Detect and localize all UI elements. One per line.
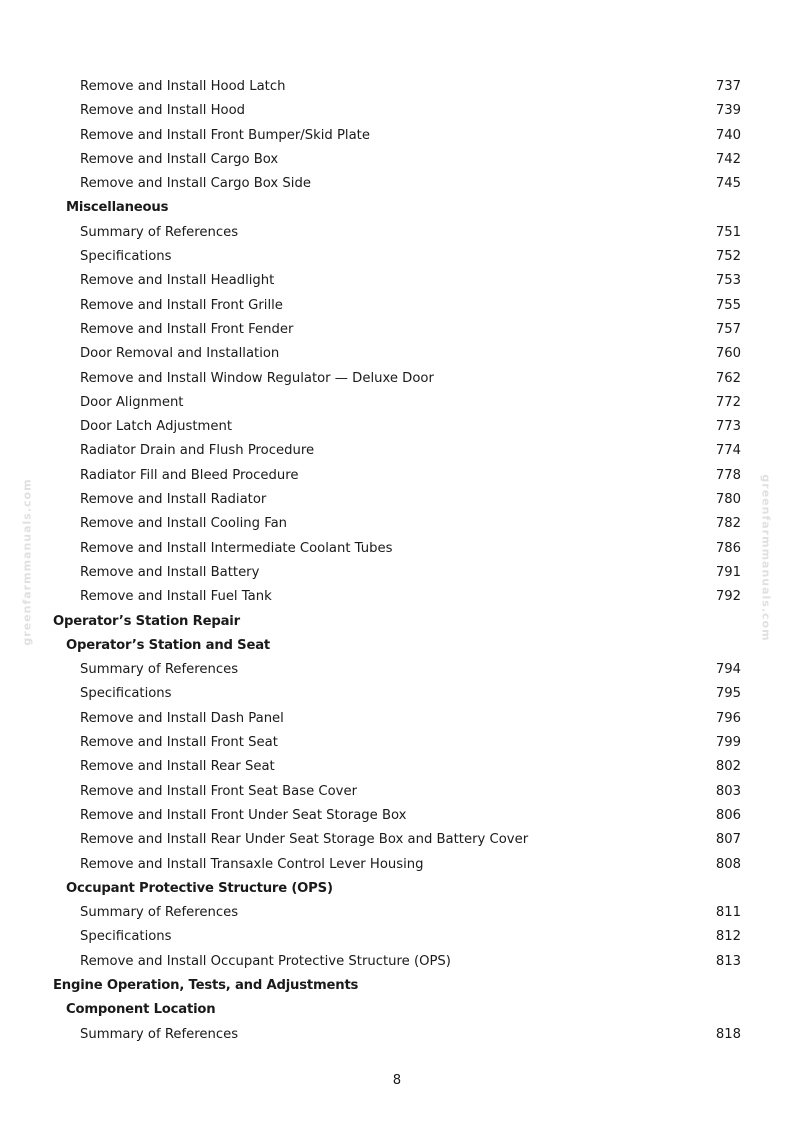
toc-entry (0, 828, 794, 852)
toc-entry-page: 742 (715, 151, 741, 167)
toc-entry-page: 737 (715, 79, 741, 94)
toc-entry-title: Remove and Install Battery (80, 564, 260, 580)
toc-entry-page: 757 (715, 321, 741, 337)
toc-entry (0, 1023, 794, 1047)
toc-entry-title: Remove and Install Front Bumper/Skid Plate (80, 127, 370, 143)
toc-entry-title: Remove and Install Dash Panel (80, 710, 284, 726)
toc-entry-title: Remove and Install Cargo Box (80, 151, 279, 167)
toc-entry-title: Engine Operation, Tests, and Adjustments (53, 977, 359, 993)
toc-entry (0, 755, 794, 779)
toc-entry-title: Remove and Install Intermediate Coolant Tubes (80, 540, 393, 556)
toc-entry-title: Summary of References (80, 662, 239, 678)
toc-entry-page: 794 (715, 662, 741, 678)
toc-entry-title: Remove and Install Transaxle Control Lever Housing (80, 856, 424, 872)
toc-entry (0, 561, 794, 585)
toc-entry-title: Remove and Install Front Fender (80, 321, 294, 337)
toc-entry-page: 755 (715, 297, 741, 313)
toc-entry-title: Remove and Install Front Seat (80, 735, 278, 751)
toc-entry-title: Remove and Install Rear Seat (80, 759, 275, 775)
toc-entry-page: 807 (715, 832, 741, 848)
toc-entry-title: Remove and Install Window Regulator — Deluxe Door (80, 370, 434, 386)
toc-entry (0, 294, 794, 318)
toc-entry-page: 811 (715, 905, 741, 921)
toc-entry-page: 751 (715, 224, 741, 240)
toc-entry (0, 950, 794, 974)
toc-entry-page: 813 (715, 953, 741, 969)
toc-entry-title: Remove and Install Radiator (80, 492, 267, 508)
toc-entry-title: Remove and Install Hood Latch (80, 79, 286, 94)
toc-entry (0, 342, 794, 366)
toc-entry-page: 782 (715, 516, 741, 532)
toc-entry (0, 439, 794, 463)
toc-entry-page: 812 (715, 929, 741, 945)
toc-entry-title: Door Latch Adjustment (80, 419, 233, 435)
toc-entry-title: Remove and Install Front Grille (80, 297, 283, 313)
toc-entry (0, 658, 794, 682)
toc-entry-title: Remove and Install Hood (80, 103, 246, 119)
toc-entry-title: Remove and Install Front Seat Base Cover (80, 783, 357, 799)
toc-entry (0, 75, 794, 99)
toc-entry-title: Remove and Install Front Under Seat Storage Box (80, 807, 407, 823)
toc-entry (0, 172, 794, 196)
toc-section-heading (0, 974, 794, 998)
toc-entry-title: Radiator Drain and Flush Procedure (80, 443, 315, 459)
toc-entry-title: Remove and Install Cargo Box Side (80, 176, 311, 192)
toc-entry-title: Operator’s Station Repair (53, 613, 240, 629)
toc-entry (0, 269, 794, 293)
toc-entry-title: Remove and Install Rear Under Seat Storage Box and Battery Cover (80, 832, 529, 848)
toc-section-heading (0, 610, 794, 634)
toc-entry (0, 318, 794, 342)
toc-entry-title: Specifications (80, 929, 172, 945)
toc-entry-page: 772 (715, 394, 741, 410)
toc-entry (0, 221, 794, 245)
toc-entry (0, 853, 794, 877)
toc-entry-page: 760 (715, 346, 741, 362)
toc-entry (0, 245, 794, 269)
table-of-contents (0, 75, 794, 1047)
toc-entry (0, 415, 794, 439)
toc-entry (0, 512, 794, 536)
toc-entry-page: 774 (715, 443, 741, 459)
toc-subsection-heading (0, 877, 794, 901)
toc-entry (0, 780, 794, 804)
toc-entry-page: 803 (715, 783, 741, 799)
toc-entry (0, 731, 794, 755)
toc-entry-page: 792 (715, 589, 741, 605)
toc-entry-title: Remove and Install Fuel Tank (80, 589, 272, 605)
toc-entry (0, 99, 794, 123)
toc-entry-page: 762 (715, 370, 741, 386)
toc-subsection-heading (0, 998, 794, 1022)
toc-entry (0, 464, 794, 488)
toc-entry (0, 682, 794, 706)
watermark-left: greenfarmmanuals.com (20, 478, 34, 646)
toc-entry-page: 796 (715, 710, 741, 726)
toc-entry-title: Remove and Install Occupant Protective Structure (OPS) (80, 953, 451, 969)
toc-entry-page: 752 (715, 249, 741, 265)
toc-entry (0, 148, 794, 172)
toc-entry-page: 753 (715, 273, 741, 289)
toc-entry-title: Miscellaneous (66, 200, 169, 216)
toc-entry (0, 707, 794, 731)
toc-subsection-heading (0, 196, 794, 220)
toc-entry (0, 391, 794, 415)
toc-entry-page: 773 (715, 419, 741, 435)
toc-entry-page: 799 (715, 735, 741, 751)
toc-entry-page: 778 (715, 467, 741, 483)
toc-entry (0, 804, 794, 828)
toc-subsection-heading (0, 634, 794, 658)
toc-entry-title: Door Removal and Installation (80, 346, 280, 362)
toc-entry (0, 585, 794, 609)
toc-entry-title: Radiator Fill and Bleed Procedure (80, 467, 299, 483)
toc-entry-page: 808 (715, 856, 741, 872)
toc-entry-page: 791 (715, 564, 741, 580)
toc-entry-page: 740 (715, 127, 741, 143)
toc-entry-title: Specifications (80, 686, 172, 702)
toc-entry (0, 925, 794, 949)
toc-entry (0, 124, 794, 148)
toc-entry-page: 739 (715, 103, 741, 119)
toc-entry (0, 488, 794, 512)
toc-entry-title: Specifications (80, 249, 172, 265)
toc-entry-page: 802 (715, 759, 741, 775)
toc-entry (0, 367, 794, 391)
toc-entry-title: Door Alignment (80, 394, 184, 410)
toc-entry (0, 901, 794, 925)
toc-entry-title: Remove and Install Cooling Fan (80, 516, 288, 532)
toc-entry-page: 780 (715, 492, 741, 508)
page-number: 8 (392, 1073, 402, 1088)
toc-entry-page: 818 (715, 1026, 741, 1042)
toc-entry-title: Summary of References (80, 905, 239, 921)
toc-entry-page: 806 (715, 807, 741, 823)
watermark-right: greenfarmmanuals.com (759, 474, 773, 642)
toc-entry-title: Operator’s Station and Seat (66, 637, 270, 653)
toc-entry-title: Summary of References (80, 224, 239, 240)
toc-entry-title: Remove and Install Headlight (80, 273, 275, 289)
toc-entry-title: Occupant Protective Structure (OPS) (66, 880, 333, 896)
toc-entry-title: Summary of References (80, 1026, 239, 1042)
toc-entry-title: Component Location (66, 1002, 216, 1018)
toc-entry-page: 795 (715, 686, 741, 702)
toc-entry-page: 786 (715, 540, 741, 556)
toc-entry-page: 745 (715, 176, 741, 192)
toc-entry (0, 537, 794, 561)
